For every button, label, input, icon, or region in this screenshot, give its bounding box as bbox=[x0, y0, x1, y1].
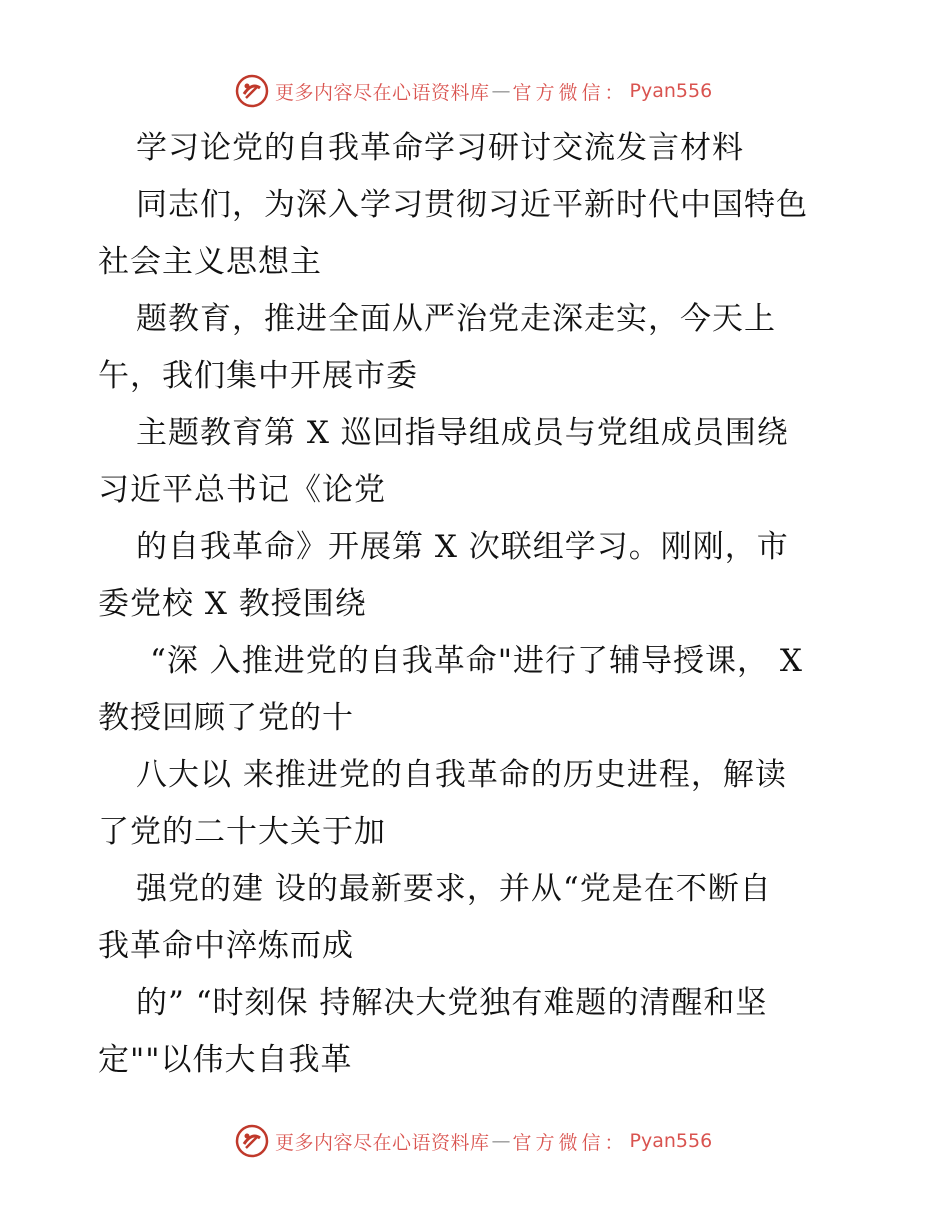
watermark-dash: — bbox=[491, 80, 511, 102]
watermark-wechat-id: Pyan556 bbox=[629, 1130, 713, 1152]
text-line: 了党的二十大关于加 bbox=[98, 814, 386, 850]
watermark-wechat-id: Pyan556 bbox=[629, 80, 713, 102]
watermark-brand: 更多内容尽在心语资料库 bbox=[275, 1131, 490, 1154]
watermark-official-label: 官方微信： bbox=[512, 1131, 628, 1154]
watermark-official-label: 官方微信： bbox=[512, 81, 628, 104]
text-line: 委党校 X 教授围绕 bbox=[98, 586, 367, 622]
text-line: 的自我革命》开展第 X 次联组学习。刚刚，市 bbox=[136, 529, 789, 565]
text-line: 定""以伟大自我革 bbox=[98, 1042, 353, 1078]
watermark-brand: 更多内容尽在心语资料库 bbox=[275, 81, 490, 104]
document-title: 学习论党的自我革命学习研讨交流发言材料 bbox=[136, 130, 744, 166]
header-watermark bbox=[235, 74, 712, 108]
text-line: 主题教育第 X 巡回指导组成员与党组成员围绕 bbox=[136, 415, 789, 451]
text-line: 的” “时刻保 持解决大党独有难题的清醒和坚 bbox=[136, 985, 768, 1021]
footer-watermark bbox=[235, 1124, 712, 1158]
text-line: 同志们，为深入学习贯彻习近平新时代中国特色 bbox=[136, 187, 808, 223]
text-line: 习近平总书记《论党 bbox=[98, 472, 386, 508]
text-line: 八大以 来推进党的自我革命的历史进程，解读 bbox=[136, 757, 787, 793]
text-line: 教授回顾了党的十 bbox=[98, 700, 354, 736]
document-body bbox=[98, 120, 858, 1089]
text-line: “深 入推进党的自我革命"进行了辅导授课， X bbox=[150, 643, 803, 679]
text-line: 社会主义思想主 bbox=[98, 244, 322, 280]
text-line: 午，我们集中开展市委 bbox=[98, 358, 418, 394]
text-line: 我革命中淬炼而成 bbox=[98, 928, 354, 964]
text-line: 强党的建 设的最新要求，并从“党是在不断自 bbox=[136, 871, 772, 907]
watermark-dash: — bbox=[491, 1130, 511, 1152]
text-line: 题教育，推进全面从严治党走深走实，今天上 bbox=[136, 301, 776, 337]
logo-icon bbox=[235, 1124, 269, 1158]
logo-icon bbox=[235, 74, 269, 108]
